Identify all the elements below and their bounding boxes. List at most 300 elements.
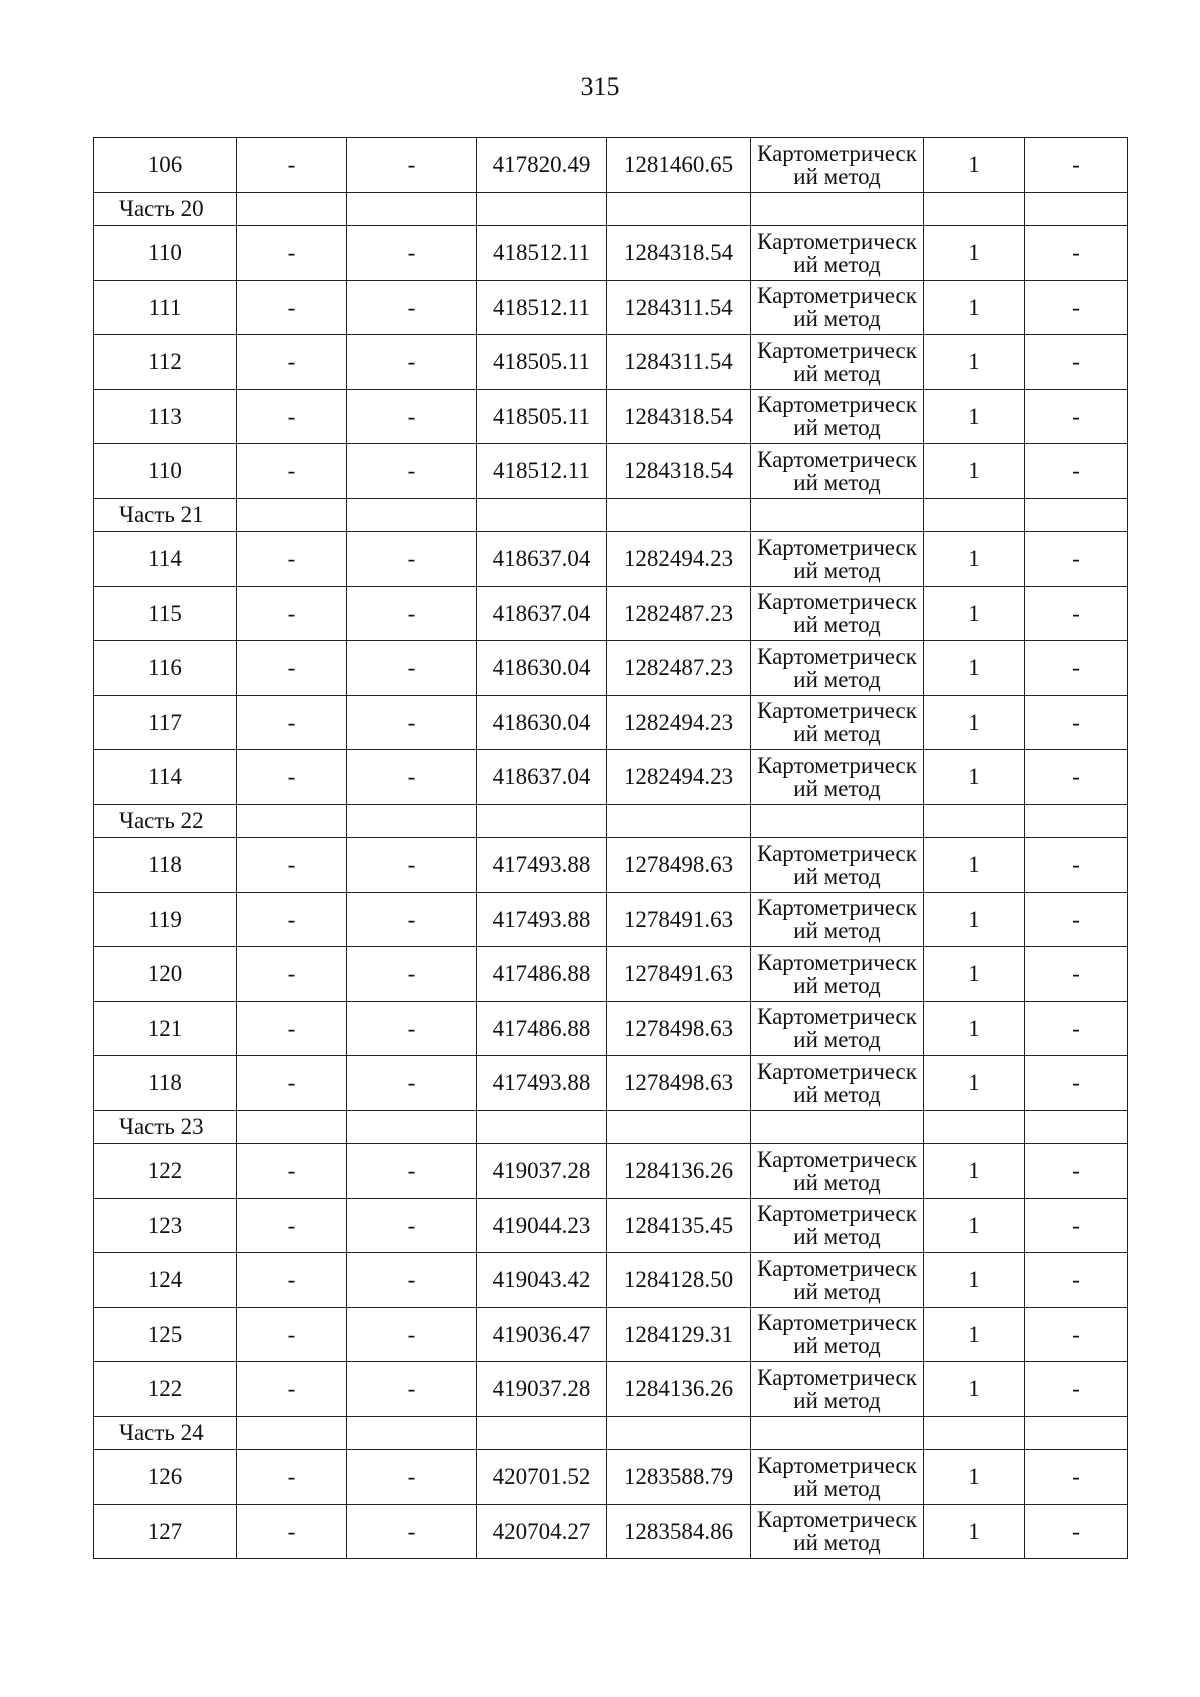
x-coordinate: 418512.11 [477, 226, 607, 281]
col2-value: - [237, 1253, 347, 1308]
method-cell [751, 335, 924, 390]
section-header-row [94, 1110, 1128, 1144]
method-line2: ий метод [793, 1027, 881, 1053]
y-coordinate: 1284311.54 [607, 335, 751, 390]
accuracy-value: 1 [924, 1253, 1025, 1308]
table-row [94, 1056, 1128, 1111]
col2-value: - [237, 226, 347, 281]
col9-value: - [1025, 1450, 1128, 1505]
empty-cell [607, 498, 751, 532]
point-number: 124 [94, 1253, 237, 1308]
col9-value: - [1025, 1504, 1128, 1559]
point-number: 117 [94, 695, 237, 750]
col2-value: - [237, 138, 347, 193]
point-number: 123 [94, 1198, 237, 1253]
method-line1: Картометрическ [757, 840, 917, 866]
x-coordinate: 419037.28 [477, 1362, 607, 1417]
empty-cell [477, 1110, 607, 1144]
y-coordinate: 1278498.63 [607, 838, 751, 893]
page-number: 315 [580, 72, 620, 101]
section-header-row [94, 1416, 1128, 1450]
empty-cell [924, 498, 1025, 532]
x-coordinate: 420704.27 [477, 1504, 607, 1559]
empty-cell [924, 1416, 1025, 1450]
x-coordinate: 417486.88 [477, 947, 607, 1002]
method-line1: Картометрическ [757, 1004, 917, 1030]
table-row [94, 1144, 1128, 1199]
col2-value: - [237, 280, 347, 335]
y-coordinate: 1284136.26 [607, 1144, 751, 1199]
table-row [94, 750, 1128, 805]
col2-value: - [237, 750, 347, 805]
col3-value: - [347, 1362, 477, 1417]
accuracy-value: 1 [924, 1362, 1025, 1417]
method-line2: ий метод [793, 863, 881, 889]
method-line2: ий метод [793, 1081, 881, 1107]
y-coordinate: 1282487.23 [607, 641, 751, 696]
col2-value: - [237, 1144, 347, 1199]
col3-value: - [347, 1144, 477, 1199]
x-coordinate: 418512.11 [477, 444, 607, 499]
accuracy-value: 1 [924, 1504, 1025, 1559]
col3-value: - [347, 335, 477, 390]
method-line1: Картометрическ [757, 1452, 917, 1478]
point-number: 114 [94, 750, 237, 805]
method-cell [751, 586, 924, 641]
empty-cell [477, 498, 607, 532]
x-coordinate: 417493.88 [477, 1056, 607, 1111]
point-number: 115 [94, 586, 237, 641]
y-coordinate: 1282494.23 [607, 695, 751, 750]
col9-value: - [1025, 1253, 1128, 1308]
col9-value: - [1025, 280, 1128, 335]
empty-cell [751, 804, 924, 838]
col2-value: - [237, 1307, 347, 1362]
table-row [94, 947, 1128, 1002]
method-line2: ий метод [793, 1475, 881, 1501]
method-line1: Картометрическ [757, 534, 917, 560]
accuracy-value: 1 [924, 1198, 1025, 1253]
col2-value: - [237, 1362, 347, 1417]
empty-cell [751, 498, 924, 532]
method-cell [751, 750, 924, 805]
method-line1: Картометрическ [757, 1364, 917, 1390]
table-row [94, 389, 1128, 444]
empty-cell [237, 1416, 347, 1450]
empty-cell [751, 1416, 924, 1450]
y-coordinate: 1284135.45 [607, 1198, 751, 1253]
method-line2: ий метод [793, 1530, 881, 1556]
y-coordinate: 1283588.79 [607, 1450, 751, 1505]
x-coordinate: 418505.11 [477, 335, 607, 390]
col3-value: - [347, 695, 477, 750]
point-number: 122 [94, 1144, 237, 1199]
table-row [94, 335, 1128, 390]
x-coordinate: 418630.04 [477, 641, 607, 696]
method-line2: ий метод [793, 775, 881, 801]
section-label: Часть 21 [94, 498, 237, 532]
col9-value: - [1025, 695, 1128, 750]
col3-value: - [347, 389, 477, 444]
y-coordinate: 1283584.86 [607, 1504, 751, 1559]
method-line1: Картометрическ [757, 643, 917, 669]
method-cell [751, 1307, 924, 1362]
method-line1: Картометрическ [757, 1255, 917, 1281]
y-coordinate: 1278491.63 [607, 892, 751, 947]
empty-cell [924, 1110, 1025, 1144]
method-line1: Картометрическ [757, 283, 917, 309]
method-line2: ий метод [793, 1333, 881, 1359]
empty-cell [477, 192, 607, 226]
method-cell [751, 838, 924, 893]
col9-value: - [1025, 892, 1128, 947]
y-coordinate: 1278491.63 [607, 947, 751, 1002]
y-coordinate: 1281460.65 [607, 138, 751, 193]
empty-cell [1025, 804, 1128, 838]
col2-value: - [237, 1504, 347, 1559]
empty-cell [607, 804, 751, 838]
empty-cell [347, 498, 477, 532]
method-line2: ий метод [793, 721, 881, 747]
empty-cell [347, 804, 477, 838]
col3-value: - [347, 1307, 477, 1362]
accuracy-value: 1 [924, 838, 1025, 893]
table-row [94, 444, 1128, 499]
col3-value: - [347, 444, 477, 499]
x-coordinate: 419036.47 [477, 1307, 607, 1362]
table-row [94, 532, 1128, 587]
section-label: Часть 22 [94, 804, 237, 838]
empty-cell [607, 1110, 751, 1144]
x-coordinate: 419044.23 [477, 1198, 607, 1253]
point-number: 120 [94, 947, 237, 1002]
method-cell [751, 641, 924, 696]
table-row [94, 586, 1128, 641]
accuracy-value: 1 [924, 586, 1025, 641]
y-coordinate: 1282494.23 [607, 750, 751, 805]
empty-cell [347, 1110, 477, 1144]
method-line1: Картометрическ [757, 1058, 917, 1084]
accuracy-value: 1 [924, 641, 1025, 696]
col9-value: - [1025, 947, 1128, 1002]
x-coordinate: 418637.04 [477, 532, 607, 587]
accuracy-value: 1 [924, 892, 1025, 947]
method-line2: ий метод [793, 163, 881, 189]
y-coordinate: 1282487.23 [607, 586, 751, 641]
point-number: 114 [94, 532, 237, 587]
col9-value: - [1025, 138, 1128, 193]
point-number: 122 [94, 1362, 237, 1417]
empty-cell [347, 192, 477, 226]
accuracy-value: 1 [924, 1450, 1025, 1505]
method-line2: ий метод [793, 1278, 881, 1304]
method-line2: ий метод [793, 415, 881, 441]
section-label: Часть 20 [94, 192, 237, 226]
col9-value: - [1025, 335, 1128, 390]
x-coordinate: 418630.04 [477, 695, 607, 750]
empty-cell [477, 1416, 607, 1450]
table-row [94, 138, 1128, 193]
table-row [94, 892, 1128, 947]
method-cell [751, 280, 924, 335]
method-cell [751, 1450, 924, 1505]
col3-value: - [347, 586, 477, 641]
table-row [94, 226, 1128, 281]
point-number: 113 [94, 389, 237, 444]
table-row [94, 1450, 1128, 1505]
y-coordinate: 1282494.23 [607, 532, 751, 587]
col3-value: - [347, 892, 477, 947]
x-coordinate: 418505.11 [477, 389, 607, 444]
table-row [94, 1362, 1128, 1417]
accuracy-value: 1 [924, 226, 1025, 281]
col9-value: - [1025, 226, 1128, 281]
section-header-row [94, 804, 1128, 838]
x-coordinate: 418637.04 [477, 750, 607, 805]
point-number: 127 [94, 1504, 237, 1559]
x-coordinate: 419043.42 [477, 1253, 607, 1308]
col2-value: - [237, 892, 347, 947]
method-line1: Картометрическ [757, 1310, 917, 1336]
table-body [94, 138, 1128, 1559]
method-cell [751, 695, 924, 750]
col2-value: - [237, 586, 347, 641]
col9-value: - [1025, 1307, 1128, 1362]
point-number: 121 [94, 1001, 237, 1056]
col2-value: - [237, 1001, 347, 1056]
col9-value: - [1025, 1198, 1128, 1253]
empty-cell [237, 498, 347, 532]
col3-value: - [347, 1253, 477, 1308]
col9-value: - [1025, 532, 1128, 587]
method-cell [751, 532, 924, 587]
section-label: Часть 23 [94, 1110, 237, 1144]
accuracy-value: 1 [924, 1001, 1025, 1056]
method-line2: ий метод [793, 1224, 881, 1250]
point-number: 125 [94, 1307, 237, 1362]
col3-value: - [347, 138, 477, 193]
accuracy-value: 1 [924, 695, 1025, 750]
empty-cell [751, 192, 924, 226]
method-line2: ий метод [793, 469, 881, 495]
y-coordinate: 1278498.63 [607, 1001, 751, 1056]
method-cell [751, 138, 924, 193]
col9-value: - [1025, 389, 1128, 444]
empty-cell [924, 804, 1025, 838]
col3-value: - [347, 947, 477, 1002]
table-row [94, 1198, 1128, 1253]
x-coordinate: 417486.88 [477, 1001, 607, 1056]
section-label: Часть 24 [94, 1416, 237, 1450]
method-cell [751, 226, 924, 281]
x-coordinate: 419037.28 [477, 1144, 607, 1199]
empty-cell [1025, 498, 1128, 532]
empty-cell [347, 1416, 477, 1450]
col9-value: - [1025, 641, 1128, 696]
col9-value: - [1025, 1001, 1128, 1056]
empty-cell [751, 1110, 924, 1144]
col3-value: - [347, 1056, 477, 1111]
accuracy-value: 1 [924, 280, 1025, 335]
method-line2: ий метод [793, 1169, 881, 1195]
method-line2: ий метод [793, 306, 881, 332]
method-line1: Картометрическ [757, 228, 917, 254]
method-line2: ий метод [793, 1387, 881, 1413]
point-number: 126 [94, 1450, 237, 1505]
col2-value: - [237, 389, 347, 444]
accuracy-value: 1 [924, 750, 1025, 805]
method-line1: Картометрическ [757, 392, 917, 418]
y-coordinate: 1284311.54 [607, 280, 751, 335]
col9-value: - [1025, 444, 1128, 499]
col9-value: - [1025, 750, 1128, 805]
col3-value: - [347, 1504, 477, 1559]
empty-cell [607, 1416, 751, 1450]
point-number: 110 [94, 226, 237, 281]
table-row [94, 1504, 1128, 1559]
y-coordinate: 1284318.54 [607, 444, 751, 499]
accuracy-value: 1 [924, 532, 1025, 587]
method-line1: Картометрическ [757, 1507, 917, 1533]
col2-value: - [237, 444, 347, 499]
col9-value: - [1025, 586, 1128, 641]
method-cell [751, 1504, 924, 1559]
method-line1: Картометрическ [757, 140, 917, 166]
method-cell [751, 947, 924, 1002]
empty-cell [477, 804, 607, 838]
empty-cell [924, 192, 1025, 226]
accuracy-value: 1 [924, 444, 1025, 499]
point-number: 116 [94, 641, 237, 696]
method-line2: ий метод [793, 666, 881, 692]
table-row [94, 641, 1128, 696]
method-line1: Картометрическ [757, 698, 917, 724]
y-coordinate: 1284136.26 [607, 1362, 751, 1417]
method-line2: ий метод [793, 918, 881, 944]
empty-cell [237, 1110, 347, 1144]
y-coordinate: 1284128.50 [607, 1253, 751, 1308]
col3-value: - [347, 1450, 477, 1505]
col2-value: - [237, 838, 347, 893]
method-cell [751, 1253, 924, 1308]
point-number: 110 [94, 444, 237, 499]
method-line2: ий метод [793, 557, 881, 583]
col9-value: - [1025, 1056, 1128, 1111]
method-cell [751, 1198, 924, 1253]
method-line2: ий метод [793, 972, 881, 998]
col3-value: - [347, 280, 477, 335]
col2-value: - [237, 641, 347, 696]
method-line2: ий метод [793, 251, 881, 277]
method-line1: Картометрическ [757, 1146, 917, 1172]
point-number: 111 [94, 280, 237, 335]
y-coordinate: 1278498.63 [607, 1056, 751, 1111]
col9-value: - [1025, 1362, 1128, 1417]
empty-cell [607, 192, 751, 226]
table-row [94, 280, 1128, 335]
accuracy-value: 1 [924, 335, 1025, 390]
method-line1: Картометрическ [757, 446, 917, 472]
method-line2: ий метод [793, 612, 881, 638]
x-coordinate: 418512.11 [477, 280, 607, 335]
section-header-row [94, 498, 1128, 532]
col2-value: - [237, 695, 347, 750]
col2-value: - [237, 1450, 347, 1505]
section-header-row [94, 192, 1128, 226]
col3-value: - [347, 226, 477, 281]
empty-cell [1025, 192, 1128, 226]
x-coordinate: 420701.52 [477, 1450, 607, 1505]
col3-value: - [347, 838, 477, 893]
accuracy-value: 1 [924, 1144, 1025, 1199]
col2-value: - [237, 1056, 347, 1111]
empty-cell [237, 804, 347, 838]
method-line1: Картометрическ [757, 752, 917, 778]
accuracy-value: 1 [924, 947, 1025, 1002]
method-line1: Картометрическ [757, 589, 917, 615]
col2-value: - [237, 335, 347, 390]
accuracy-value: 1 [924, 1056, 1025, 1111]
col3-value: - [347, 641, 477, 696]
point-number: 118 [94, 1056, 237, 1111]
x-coordinate: 418637.04 [477, 586, 607, 641]
point-number: 106 [94, 138, 237, 193]
col2-value: - [237, 1198, 347, 1253]
col3-value: - [347, 532, 477, 587]
x-coordinate: 417493.88 [477, 838, 607, 893]
y-coordinate: 1284318.54 [607, 226, 751, 281]
method-cell [751, 1144, 924, 1199]
table-row [94, 1001, 1128, 1056]
empty-cell [1025, 1416, 1128, 1450]
table-row [94, 1307, 1128, 1362]
col2-value: - [237, 532, 347, 587]
col3-value: - [347, 1198, 477, 1253]
col9-value: - [1025, 1144, 1128, 1199]
method-cell [751, 389, 924, 444]
empty-cell [237, 192, 347, 226]
x-coordinate: 417820.49 [477, 138, 607, 193]
table-row [94, 1253, 1128, 1308]
col3-value: - [347, 750, 477, 805]
y-coordinate: 1284129.31 [607, 1307, 751, 1362]
method-cell [751, 1056, 924, 1111]
method-line1: Картометрическ [757, 1201, 917, 1227]
x-coordinate: 417493.88 [477, 892, 607, 947]
method-line2: ий метод [793, 360, 881, 386]
coordinates-table [93, 137, 1128, 1559]
empty-cell [1025, 1110, 1128, 1144]
y-coordinate: 1284318.54 [607, 389, 751, 444]
accuracy-value: 1 [924, 138, 1025, 193]
table-row [94, 838, 1128, 893]
point-number: 119 [94, 892, 237, 947]
method-line1: Картометрическ [757, 337, 917, 363]
table-row [94, 695, 1128, 750]
point-number: 118 [94, 838, 237, 893]
accuracy-value: 1 [924, 1307, 1025, 1362]
col2-value: - [237, 947, 347, 1002]
method-cell [751, 1362, 924, 1417]
method-cell [751, 1001, 924, 1056]
method-line1: Картометрическ [757, 949, 917, 975]
col3-value: - [347, 1001, 477, 1056]
col9-value: - [1025, 838, 1128, 893]
point-number: 112 [94, 335, 237, 390]
method-cell [751, 444, 924, 499]
method-line1: Картометрическ [757, 895, 917, 921]
method-cell [751, 892, 924, 947]
